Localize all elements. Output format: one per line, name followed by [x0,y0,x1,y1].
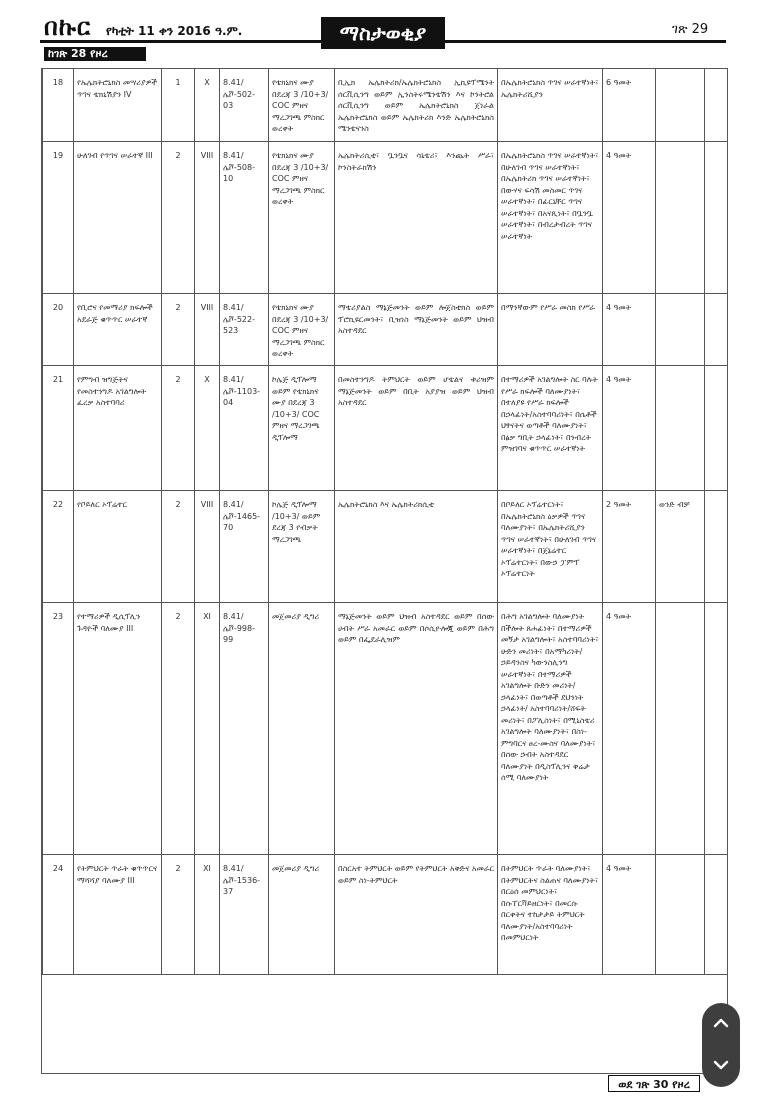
related-experience: በኤሌክትሮኒክስ ጥገና ሠራተኛነት፣ በሁለገብ ጥገና ሠራተኛነት፣ በኤሌክትሪክ ጥገና ሠራተኛነት፣ በውሃና ፍሳሽ መስመር ጥገና ሠራተኛነት፣ በፊርኒቸር ጥገና ሠራተኛነት፣ በአናጺነት፣ በቧንቧ ሠራተኛነት፣ በብረታብረት ጥገና ሠራተኛነት [498,142,603,294]
row-number: 20 [43,294,74,366]
newspaper-logo: በኩር [44,13,92,41]
related-experience: በሕግ አገልግሎት ባለሙያነት በችሎት ጸሐፊነት፣ በተማሪዎች መኝታ አገልግሎት፣ አስተባባሪነት፣ ሁድን መሪነት፣ በአማካሪነት/ ኃይዳንስና ካውንስሊንግ ሠራተኛነት፣ በተማሪዎች አገልግሎት ቡድን መሪነት/ ኃላፊነት፣ በወጣቶች ደህንነት ኃላፊነት/ አስተባባሪነት/ሸፍት መሪነት፣ በፖሊስነት፣ በሚኒስቴሪ አገልግሎት ባለሙያነት፣ በስነ-ምግባርና ፀረ-ሙስና ባለሙያነት፣ በሰው ኃብት አስተዳደር ባለሙያነት በዲስፕሊንና ቅሬታ ሰሚ ባለሙያነት [498,603,603,855]
related-experience: በተማሪዎች አገልግሎት ስር ባሉት የሥራ ክፍሎች ባለሙያነት፣ በተለያዩ የሥራ ክፍሎች በኃላፊነት/አስተባባሪነት፣ በሴቶች ህፃናትና ወጣቶች ባለሙያነት፣ በፅቃ ግቢት ኃላፊነት፣ በንብረት ምዝገባና ቁጥጥር ሠራተኛነት [498,366,603,491]
table-row [43,69,728,142]
job-code: 8.41/ሌቮ-1103-04 [220,366,269,491]
table-body [43,69,728,975]
scroll-down-button[interactable] [702,1045,740,1085]
section-title: ማስታወቂያ [321,17,445,49]
empty-cell [705,603,728,855]
field-of-study: ቢኢክ ኤሌክትሪክ/ኤሌክትሮኒክስ ኢኪዩፕሜንት ሰርቪሲንግ ወይም ኢንስትሩሜንቴሽን እና ኮንትሮል ሰርቪሲንግ ወይም ኤሌክትሮኒክስ ጀነራል ኤሌክትሮኒክስ ወይም ኤሌክትሪክ እንድ ኤሌክትሮኒክስ ሜንቴናንስ [335,69,498,142]
related-experience: በኤሌክትሮኒክስ ጥገና ሠራተኛነት፣ ኤሌክትሪሺያን [498,69,603,142]
empty-cell [705,142,728,294]
experience-years: 4 ዓመት [603,142,656,294]
education-level: ኮሌጅ ዲፕሎማ /10+3/ ወይም ደረጃ 3 የብቃት ማረጋገጫ [269,491,335,603]
table-row [43,294,728,366]
table-row [43,491,728,603]
remark [656,855,705,975]
job-code: 8.41/ሌቮ-508-10 [220,142,269,294]
experience-years: 6 ዓመት [603,69,656,142]
job-grade: VIII [195,294,220,366]
job-code: 8.41/ሌቮ-1536-37 [220,855,269,975]
field-of-study: ማኔጅመንት ወይም ህዝብ አስተዳደር ወይም በሰው ሀብት ሥራ አመራር ወይም በሶሲዮሎጂ ወይም በሕግ ወይም በፌደራሊዝም [335,603,498,855]
related-experience: በማንኛውም የሥራ መስክ የሥራ [498,294,603,366]
vacancy-count: 2 [162,142,195,294]
job-grade: X [195,69,220,142]
job-grade: VIII [195,491,220,603]
chevron-up-icon [712,1014,730,1032]
education-level: መጀመሪያ ዲግሪ [269,603,335,855]
experience-years: 4 ዓመት [603,294,656,366]
row-number: 19 [43,142,74,294]
row-number: 21 [43,366,74,491]
remark [656,603,705,855]
vacancy-count: 1 [162,69,195,142]
field-of-study: በመስተንግዶ ትምህርት ወይም ሆቴልና ቱሪዝም ማኔጅመንት ወይም በቢት አያያዝ ወይም ህዝብ አስተዳደር [335,366,498,491]
job-code: 8.41/ሌቮ-998-99 [220,603,269,855]
job-grade: X [195,366,220,491]
remark [656,142,705,294]
job-title: የተማሪዎች ዲሲፕሊን ጉዳዮች ባለሙያ III [74,603,162,855]
remark [656,294,705,366]
row-number: 18 [43,69,74,142]
table-row [43,142,728,294]
job-title: የትምህርት ጥራት ቁጥጥርና ማሻሻያ ባለሙያ III [74,855,162,975]
education-level: የቴክኒክና ሙያ በደረጃ 3 /10+3/ COC ምዘና ማረጋገጫ ምስክር ወረቀት [269,69,335,142]
field-of-study: ኤሌክትሮኒክስ እና ኤሌክትሪክሲቲ [335,491,498,603]
remark [656,69,705,142]
related-experience: በትምህርት ጥራት ባለሙያነት፣ በትምህርትና ስልጠና ባለሙያነት፣ በርዕሰ መምህርነት፣ በሱፐርቫይዘርነት፣ በመርሱ በርቀትና ተከታታይ ትምህርት ባለሙያነት/አስተባባሪነት በመምህርነት [498,855,603,975]
empty-cell [705,855,728,975]
empty-cell [705,366,728,491]
experience-years: 4 ዓመት [603,366,656,491]
job-code: 8.41/ሌቮ-522-523 [220,294,269,366]
field-of-study: ኤሌክትሪሲቲ፣ ቧንቧና ሳኒቴሪ፣ እንጨት ሥራ፣ ኮንስትራክሽን [335,142,498,294]
vacancy-count: 2 [162,491,195,603]
vacancy-count: 2 [162,294,195,366]
remark: ወንድ ብቻ [656,491,705,603]
empty-cell [705,69,728,142]
job-grade: XI [195,855,220,975]
experience-years: 4 ዓመት [603,855,656,975]
job-title: የቦይለር ኦፕሬተር [74,491,162,603]
scroll-up-button[interactable] [702,1003,740,1043]
job-grade: XI [195,603,220,855]
job-grade: VIII [195,142,220,294]
experience-years: 4 ዓመት [603,603,656,855]
scroll-control [702,1003,740,1087]
page-number: ገጽ 29 [672,22,709,37]
chevron-down-icon [712,1056,730,1074]
issue-date: የካቲት 11 ቀን 2016 ዓ.ም. [106,24,243,38]
education-level: የቴክኒክና ሙያ በደረጃ 3 /10+3/ COC ምዘና ማረጋገጫ ምስክር ወረቀት [269,294,335,366]
education-level: የቴክኒክና ሙያ በደረጃ 3 /10+3/ COC ምዘና ማረጋገጫ ምስክር ወረቀት [269,142,335,294]
vacancy-count: 2 [162,603,195,855]
empty-cell [705,491,728,603]
job-code: 8.41/ሌቮ-502-03 [220,69,269,142]
job-title: የኤሌክትሮኒክስ መሣሪያዎች ጥገና ቴክኒሽያን IV [74,69,162,142]
field-of-study: ማቴሪያልስ ማኔጅመንት ወይም ሎጀስቲክስ ወይም ፕሮኪዩርመንት፣ ቢዝነስ ማኔጅመንት ወይም ህዝብ አስተዳደር [335,294,498,366]
continued-from-label: ከገጽ 28 የዞረ [44,47,146,61]
field-of-study: በስርአተ ትምህርት ወይም የትምህርት አቅድና አመራር ወይም ስነ-ትምህርት [335,855,498,975]
experience-years: 2 ዓመት [603,491,656,603]
row-number: 22 [43,491,74,603]
job-title: ሁለገብ የጥገና ሠራተኛ III [74,142,162,294]
vacancy-count: 2 [162,855,195,975]
job-title: የምግብ ዝግጅትና የመስተንግዶ አገልግሎት ፈረቃ አስተባባሪ [74,366,162,491]
table-row [43,855,728,975]
vacancy-table [42,68,728,975]
related-experience: በቦይለር ኦፕሬተርነት፣ በኤሌክትሮኒክስ ዕቃዎች ጥገና ባለሙያነት፣ በኤሌክትሪሺያን ጥገና ሠራተኛነት፣ በሁለገብ ጥገና ሠራተኛነት፣ በጀኔሬተር ኦፕሬተርነት፣ በውኃ ፓምፕ ኦፕሬተርነት [498,491,603,603]
remark [656,366,705,491]
education-level: መጀመሪያ ዲግሪ [269,855,335,975]
education-level: ኮሌጅ ዲፕሎማ ወይም የቴክኒክና ሙያ በደረጃ 3 /10+3/ COC ምዘና ማረጋገጫ ዲፕሎማ [269,366,335,491]
empty-cell [705,294,728,366]
table-row [43,603,728,855]
job-title: የቢሮና የመማሪያ ክፍሎች አደራጅ ቁጥጥር ሠራተኛ [74,294,162,366]
row-number: 24 [43,855,74,975]
row-number: 23 [43,603,74,855]
continued-to-label: ወደ ገጽ 30 የዞረ [608,1075,700,1092]
vacancy-count: 2 [162,366,195,491]
table-row [43,366,728,491]
job-code: 8.41/ሌቮ-1465-70 [220,491,269,603]
